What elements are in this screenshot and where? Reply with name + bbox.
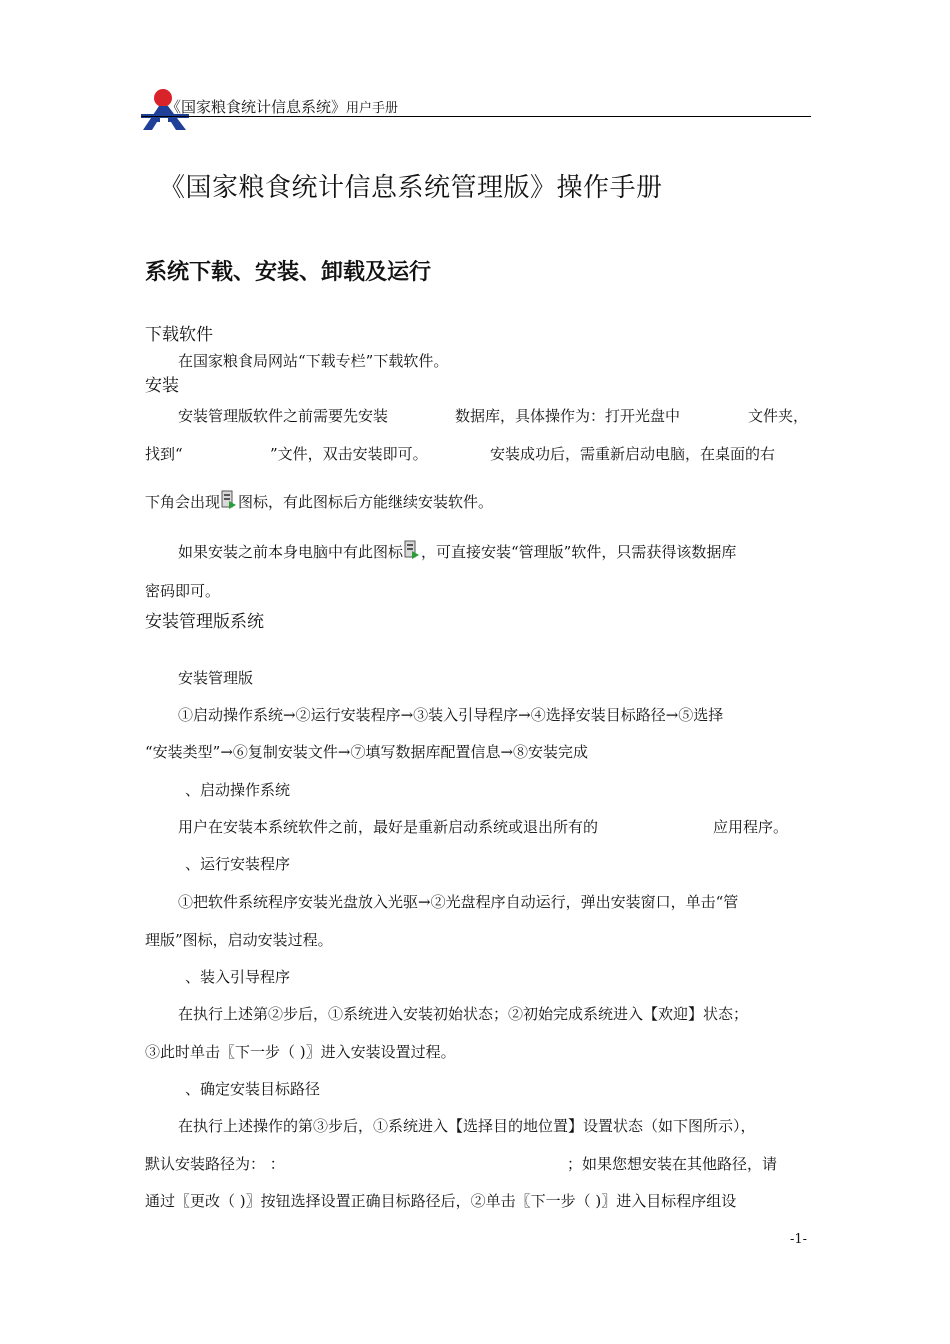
install-para2-a: 找到“ [145,445,183,463]
header-title-text: 《国家粮食统计信息系统》 [166,98,347,116]
install-para4-b: ，可直接安装“管理版”软件，只需获得该数据库 [421,543,737,561]
step2-line1: ①把软件系统程序安装光盘放入光驱→②光盘程序自动运行，弹出安装窗口，单击“管 [178,893,739,911]
install-mgr-subheading: 安装管理版 [178,669,254,687]
step3-line1: 在执行上述第②步后，①系统进入安装初始状态；②初始完成系统进入【欢迎】状态； [178,1005,749,1023]
step4-line3: 通过〖更改（ )〗按钮选择设置正确目标路径后，②单击〖下一步（ )〗进入目标程序组设 [145,1192,737,1210]
database-server-icon [220,490,238,510]
download-heading: 下载软件 [145,325,213,345]
page-number: -1- [789,1232,807,1247]
document-title: 《国家粮食统计信息系统管理版》操作手册 [159,173,663,203]
install-para4-a: 如果安装之前本身电脑中有此图标 [178,543,404,561]
step4-heading: 、确定安装目标路径 [185,1080,321,1098]
install-para1-b: 数据库，具体操作为：打开光盘中 [455,407,681,425]
step4-line1: 在执行上述操作的第③步后，①系统进入【选择目的地位置】设置状态（如下图所示）， [178,1117,756,1135]
section-heading: 系统下载、安装、卸载及运行 [145,260,432,285]
install-para3-b: 图标，有此图标后方能继续安装软件。 [238,493,494,511]
install-para2-b: ”文件，双击安装即可。 [270,445,428,463]
step4-line2-a: 默认安装路径为： ： [145,1155,285,1173]
install-heading: 安装 [145,376,179,396]
step3-line2: ③此时单击〖下一步（ )〗进入安装设置过程。 [145,1043,456,1061]
step3-heading: 、装入引导程序 [185,968,291,986]
install-para4 [178,540,736,562]
step1-heading: 、启动操作系统 [185,781,291,799]
header-divider [141,116,811,117]
step1-text-a: 用户在安装本系统软件之前，最好是重新启动系统或退出所有的 [178,818,599,836]
header-title [166,96,398,117]
steps-line1: ①启动操作系统→②运行安装程序→③装入引导程序→④选择安装目标路径→⑤选择 [178,706,724,724]
install-para5: 密码即可。 [145,582,221,600]
step2-heading: 、运行安装程序 [185,855,291,873]
step1-text-b: 应用程序。 [713,818,789,836]
database-server-icon [403,540,421,560]
steps-line2: “安装类型”→⑥复制安装文件→⑦填写数据库配置信息→⑧安装完成 [145,743,589,761]
header-subtitle: 用户手册 [346,101,399,116]
step4-line2-b: ；如果您想安装在其他路径，请 [567,1155,778,1173]
step2-line2: 理版”图标，启动安装过程。 [145,931,333,949]
install-mgr-heading: 安装管理版系统 [145,612,264,632]
install-para1-c: 文件夹， [748,407,809,425]
install-para2-c: 安装成功后，需重新启动电脑，在桌面的右 [490,445,776,463]
install-para3 [145,490,493,512]
install-para1-a: 安装管理版软件之前需要先安装 [178,407,389,425]
install-para3-a: 下角会出现 [145,493,221,511]
download-text: 在国家粮食局网站“下载专栏”下载软件。 [178,352,449,370]
